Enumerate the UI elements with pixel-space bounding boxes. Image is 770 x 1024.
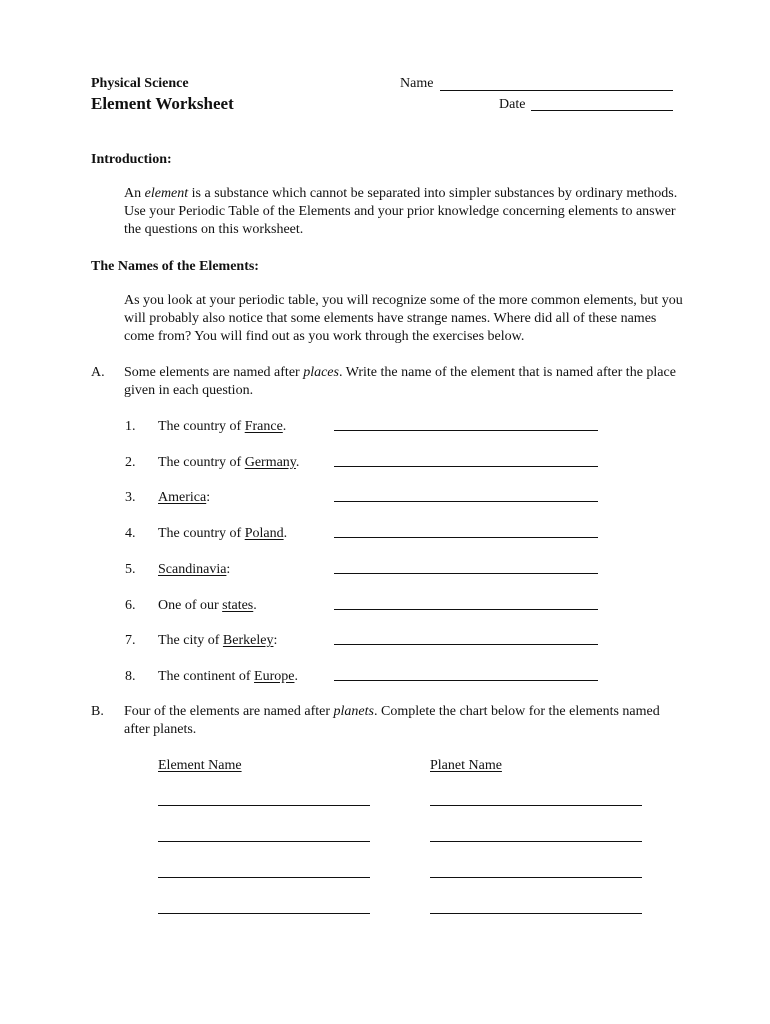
- element-name-header: Element Name: [158, 758, 242, 773]
- place-name: Scandinavia: [158, 562, 227, 577]
- name-field[interactable]: [440, 90, 673, 91]
- planet-name-header: Planet Name: [430, 758, 502, 773]
- answer-field[interactable]: [334, 501, 598, 502]
- question-text: America:: [158, 490, 211, 505]
- planets-term: planets: [333, 704, 374, 719]
- answer-field[interactable]: [334, 537, 598, 538]
- question-number: 1.: [125, 419, 136, 434]
- question-number: 2.: [125, 455, 136, 470]
- question-text: One of our states.: [158, 598, 257, 613]
- question-text: The country of Poland.: [158, 526, 288, 541]
- place-name: Germany: [244, 455, 296, 470]
- question-number: 5.: [125, 562, 136, 577]
- name-label: Name: [400, 76, 434, 91]
- question-text: The country of Germany.: [158, 455, 300, 470]
- question-number: 6.: [125, 598, 136, 613]
- intro-heading: Introduction:: [91, 152, 172, 167]
- question-number: 8.: [125, 669, 136, 684]
- planet-name-field[interactable]: [430, 805, 642, 806]
- page-title: Element Worksheet: [91, 94, 234, 113]
- answer-field[interactable]: [334, 573, 598, 574]
- answer-field[interactable]: [334, 644, 598, 645]
- intro-paragraph: An element is a substance which cannot be separated into simpler substances by ordinary methods. Use your Periodic Table of the Elements and your prior knowledge concerning elements to answer the questions on this worksheet.: [124, 186, 678, 237]
- element-name-field[interactable]: [158, 805, 370, 806]
- question-number: 3.: [125, 490, 136, 505]
- answer-field[interactable]: [334, 609, 598, 610]
- question-text: Scandinavia:: [158, 562, 231, 577]
- place-name: America: [158, 490, 207, 505]
- names-heading: The Names of the Elements:: [91, 259, 259, 274]
- place-name: Berkeley: [222, 633, 274, 648]
- answer-field[interactable]: [334, 466, 598, 467]
- planet-name-field[interactable]: [430, 913, 642, 914]
- part-b-letter: B.: [91, 704, 104, 719]
- places-term: places: [303, 365, 339, 380]
- place-name: Poland: [244, 526, 284, 541]
- answer-field[interactable]: [334, 680, 598, 681]
- question-number: 4.: [125, 526, 136, 541]
- question-text: The country of France.: [158, 419, 287, 434]
- planet-name-field[interactable]: [430, 841, 642, 842]
- part-b-instructions: Four of the elements are named after planets. Complete the chart below for the elements named after planets.: [124, 704, 660, 737]
- question-text: The continent of Europe.: [158, 669, 298, 684]
- element-name-field[interactable]: [158, 913, 370, 914]
- question-text: The city of Berkeley:: [158, 633, 278, 648]
- course-name: Physical Science: [91, 76, 189, 91]
- element-term: element: [144, 186, 189, 201]
- place-name: states: [222, 598, 254, 613]
- planet-name-field[interactable]: [430, 877, 642, 878]
- date-field[interactable]: [531, 110, 673, 111]
- part-a-letter: A.: [91, 365, 105, 380]
- part-a-instructions: Some elements are named after places. Write the name of the element that is named after the place given in each question.: [124, 365, 676, 398]
- place-name: France: [244, 419, 283, 434]
- element-name-field[interactable]: [158, 841, 370, 842]
- names-paragraph: As you look at your periodic table, you will recognize some of the more common elements, but you will probably also notice that some elements have strange names. Where did all of these names come from? You will find out as you work through the exercises below.: [124, 293, 683, 344]
- answer-field[interactable]: [334, 430, 598, 431]
- element-name-field[interactable]: [158, 877, 370, 878]
- date-label: Date: [499, 97, 526, 112]
- question-number: 7.: [125, 633, 136, 648]
- place-name: Europe: [254, 669, 295, 684]
